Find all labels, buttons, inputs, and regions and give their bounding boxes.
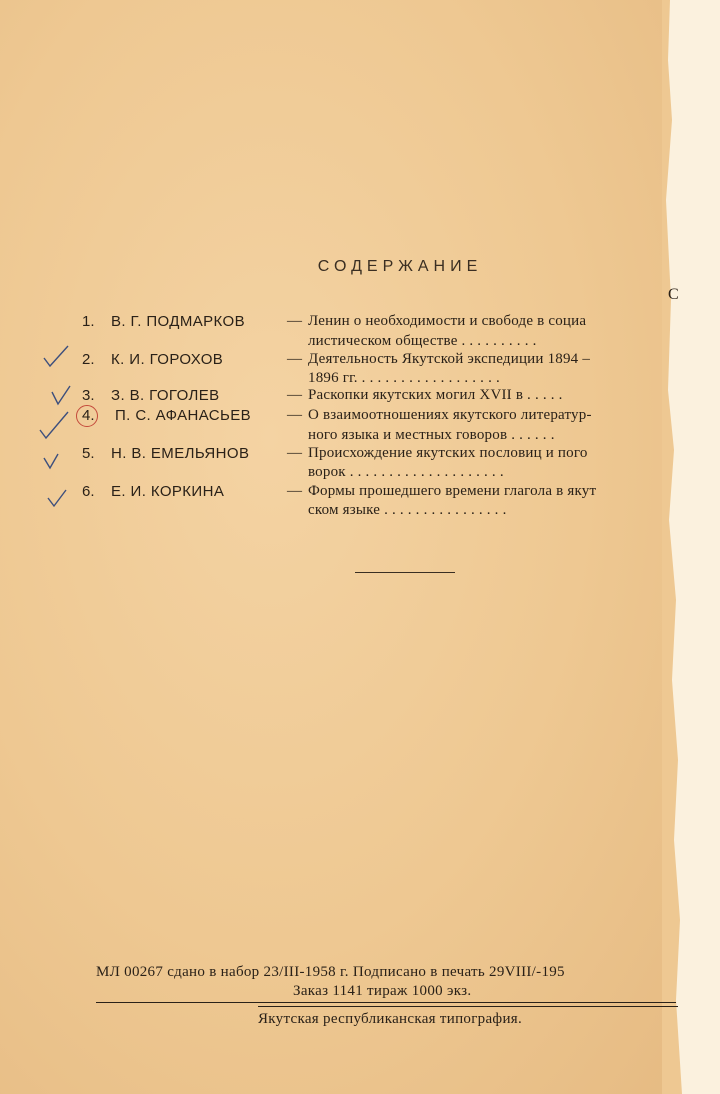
entry-dash: —: [287, 483, 302, 499]
red-circle-annotation: [76, 405, 98, 427]
divider-line: [355, 572, 455, 573]
entry-title-line2: ного языка и местных говоров . . . . . .: [308, 427, 555, 443]
imprint-line-3: Якутская республиканская типография.: [258, 1011, 523, 1027]
imprint-line-1: МЛ 00267 сдано в набор 23/III-1958 г. Подписано в печать 29VIII/-195: [96, 964, 565, 980]
stray-character: С: [668, 286, 679, 303]
entry-title-line1: Происхождение якутских пословиц и пого: [308, 445, 588, 461]
pencil-checkmarks-icon: [38, 340, 74, 530]
entry-dash: —: [287, 407, 302, 423]
entry-number: 2.: [82, 351, 95, 368]
entry-author: В. Г. ПОДМАРКОВ: [111, 313, 245, 330]
entry-title-line1: Деятельность Якутской экспедиции 1894 –: [308, 351, 591, 367]
entry-title-line1: Ленин о необходимости и свободе в социа: [308, 313, 587, 329]
entry-dash: —: [287, 445, 302, 461]
imprint-line-2: Заказ 1141 тираж 1000 экз.: [293, 983, 472, 999]
entry-dash: —: [287, 313, 302, 329]
entry-title-line2: 1896 гг. . . . . . . . . . . . . . . . . . .: [308, 370, 500, 386]
entry-number: 3.: [82, 387, 95, 404]
entry-author: З. В. ГОГОЛЕВ: [111, 387, 220, 404]
entry-number: 1.: [82, 313, 95, 330]
page-title: СОДЕРЖАНИЕ: [317, 258, 483, 275]
entry-title-line1: О взаимоотношениях якутского литератур-: [308, 407, 592, 423]
entry-number: 4.: [82, 407, 95, 424]
entry-author: Н. В. ЕМЕЛЬЯНОВ: [111, 445, 250, 462]
entry-title-line1: Раскопки якутских могил XVII в . . . . .: [308, 387, 563, 403]
entry-title-line1: Формы прошедшего времени глагола в якут: [308, 483, 597, 499]
entry-author: Е. И. КОРКИНА: [111, 483, 225, 500]
entry-number: 5.: [82, 445, 95, 462]
entry-title-line2: ворок . . . . . . . . . . . . . . . . . . . .: [308, 464, 504, 480]
entry-number: 6.: [82, 483, 95, 500]
imprint-rule: [96, 1002, 676, 1003]
imprint-rule: [258, 1006, 678, 1007]
entry-author: П. С. АФАНАСЬЕВ: [115, 407, 252, 424]
entry-author: К. И. ГОРОХОВ: [111, 351, 224, 368]
entry-dash: —: [287, 351, 302, 367]
entry-dash: —: [287, 387, 302, 403]
entry-title-line2: листическом обществе . . . . . . . . . .: [308, 333, 537, 349]
entry-title-line2: ском языке . . . . . . . . . . . . . . . .: [308, 502, 507, 518]
